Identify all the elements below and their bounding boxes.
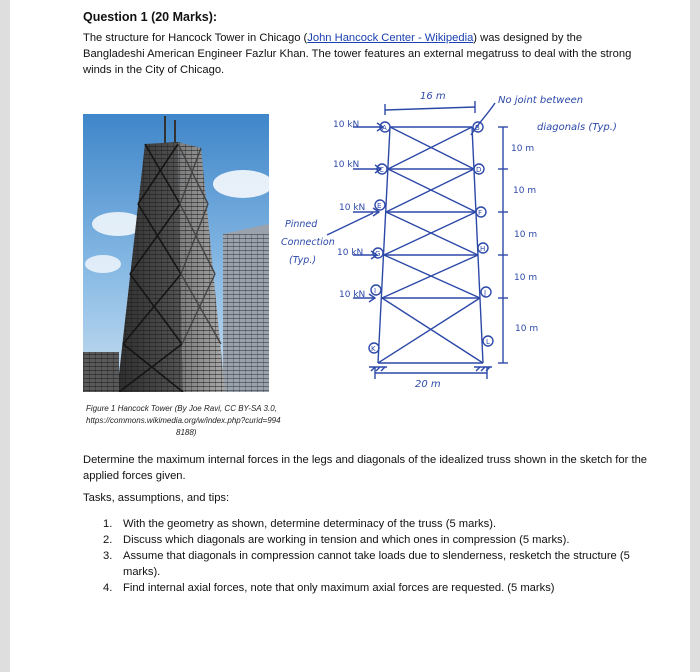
node-label-j: J (484, 289, 487, 297)
task-number-2: 2. (103, 534, 113, 546)
diagonal-1a (390, 127, 474, 169)
left-leg (378, 127, 390, 363)
load-label-1: 10 kN (333, 120, 360, 130)
node-label-l: L (486, 338, 490, 346)
intro-text-before: The structure for Hancock Tower in Chicago ( (83, 32, 308, 44)
node-label-e: E (377, 202, 382, 210)
task-statement: Determine the maximum internal forces in the legs and diagonals of the idealized truss shown in the sketch for the applied forces given. (83, 454, 648, 482)
task-text-4: Find internal axial forces, note that only maximum axial forces are requested. (5 marks) (123, 582, 555, 594)
height-label-3: 10 m (514, 230, 538, 240)
height-label-1: 10 m (511, 144, 535, 154)
node-label-c: C (379, 166, 384, 174)
tips-heading: Tasks, assumptions, and tips: (83, 492, 230, 504)
support-left (369, 367, 387, 371)
figure-caption (86, 403, 326, 439)
load-label-5: 10 kN (339, 290, 366, 300)
truss-sketch (265, 85, 645, 395)
pinned-note-line3: (Typ.) (289, 255, 317, 266)
node-label-a: A (382, 124, 387, 132)
diagonal-4b (382, 255, 478, 298)
intro-text-after: ) was designed by the Bangladeshi American Engineer Fazlur Khan. The tower features an external megatruss to deal with the strong winds in the City of Chicago. (83, 32, 632, 76)
node-label-f: F (478, 209, 483, 217)
bottom-width-label: 20 m (415, 379, 441, 390)
task-number-3: 3. (103, 550, 113, 562)
diagonal-3a (386, 212, 478, 255)
pinned-leader (327, 213, 373, 235)
node-label-d: D (476, 166, 482, 174)
height-label-2: 10 m (513, 186, 537, 196)
wikipedia-link[interactable]: John Hancock Center - Wikipedia (307, 32, 474, 44)
node-label-b: B (475, 124, 480, 132)
node-label-h: H (480, 245, 486, 253)
task-text-2: Discuss which diagonals are working in tension and which ones in compression (5 marks). (123, 534, 570, 546)
no-joint-note-line2: diagonals (Typ.) (537, 122, 617, 133)
viewer-margin-left (0, 0, 10, 672)
document-page (10, 0, 690, 672)
node-label-k: K (371, 345, 376, 353)
diagonal-3b (384, 212, 476, 255)
viewer-margin-right (690, 0, 700, 672)
task-text-3: Assume that diagonals in compression cannot take loads due to slenderness, resketch the structure (5 marks). (123, 550, 630, 578)
task-item-3 (103, 548, 643, 580)
task-item-2 (103, 532, 643, 548)
task-number-4: 4. (103, 582, 113, 594)
diagonal-2a (388, 169, 476, 212)
load-label-4: 10 kN (337, 248, 364, 258)
diagonal-1b (388, 127, 472, 169)
node-label-i: I (374, 287, 377, 295)
node-label-g: G (375, 250, 381, 258)
height-label-5: 10 m (515, 324, 539, 334)
diagonal-4a (384, 255, 480, 298)
pinned-note-line2: Connection (281, 237, 335, 248)
top-width-label: 16 m (420, 91, 446, 102)
load-label-2: 10 kN (333, 160, 360, 170)
caption-line-2: https://commons.wikimedia.org/w/index.php?curid=994 (86, 416, 281, 425)
question-title: Question 1 (20 Marks): (83, 10, 218, 24)
hancock-tower-photo (83, 114, 269, 392)
task-item-4 (103, 580, 643, 596)
diagonal-5a (382, 298, 483, 363)
task-text-1: With the geometry as shown, determine determinacy of the truss (5 marks). (123, 518, 497, 530)
caption-line-3: 8188) (176, 428, 197, 437)
no-joint-note-line1: No joint between (498, 95, 584, 106)
diagonal-5b (378, 298, 480, 363)
height-label-4: 10 m (514, 273, 538, 283)
support-right (474, 367, 492, 371)
pinned-note-line1: Pinned (285, 219, 318, 230)
dimension-top-line (385, 107, 475, 110)
truss-members (327, 101, 508, 379)
diagonal-2b (386, 169, 474, 212)
task-list (103, 516, 643, 596)
load-label-3: 10 kN (339, 203, 366, 213)
task-number-1: 1. (103, 518, 113, 530)
caption-line-1: Figure 1 Hancock Tower (By Joe Ravi, CC BY-SA 3.0, (86, 404, 277, 413)
task-item-1 (103, 516, 643, 532)
intro-paragraph (83, 30, 643, 78)
